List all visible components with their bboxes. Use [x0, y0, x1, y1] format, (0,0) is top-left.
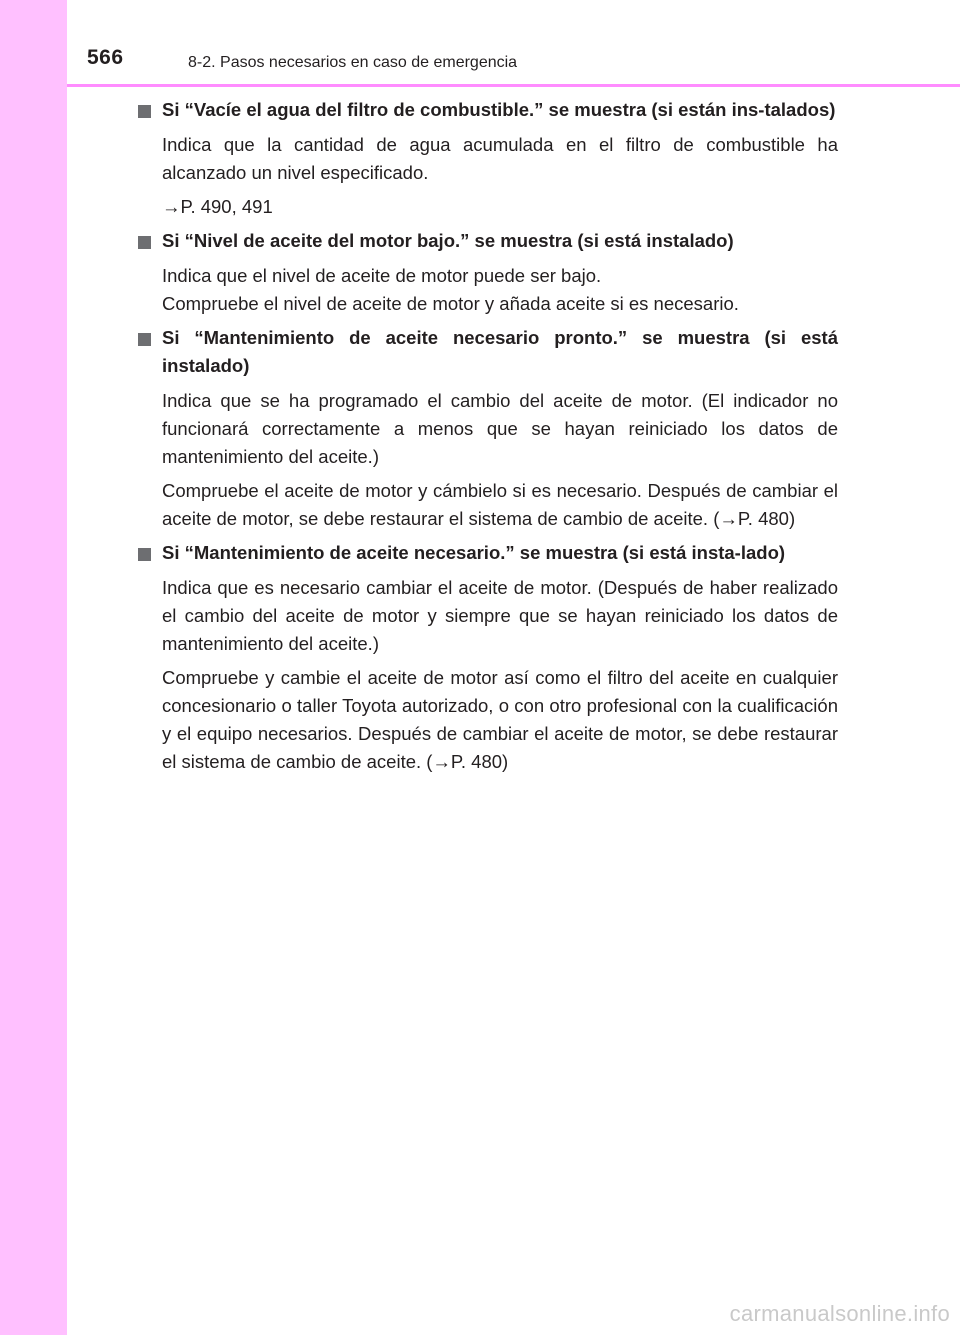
item-paragraph: Compruebe el aceite de motor y cámbielo si es necesario. Después de cambiar el aceite de motor, se debe restaurar el sistema de cambio de aceite. (→P. 480)	[162, 480, 838, 529]
square-bullet-icon	[138, 548, 151, 561]
item-heading: Si “Vacíe el agua del filtro de combustible.” se muestra (si están ins-talados)	[162, 99, 836, 120]
message-item	[135, 96, 838, 221]
square-bullet-icon	[138, 333, 151, 346]
item-paragraph: Indica que la cantidad de agua acumulada en el filtro de combustible ha alcanzado un nivel especificado.	[162, 134, 838, 183]
item-paragraph: Indica que se ha programado el cambio del aceite de motor. (El indicador no funcionará correctamente a menos que se hayan reiniciado los datos de mantenimiento del aceite.)	[162, 390, 838, 467]
message-item	[135, 539, 838, 776]
page-reference: →P. 490, 491	[162, 196, 273, 217]
page-number: 566	[87, 46, 124, 69]
message-item	[135, 227, 838, 318]
item-paragraph: Indica que el nivel de aceite de motor puede ser bajo. Compruebe el nivel de aceite de motor y añada aceite si es necesario.	[162, 265, 739, 314]
page-header	[0, 0, 960, 88]
item-paragraph: Indica que es necesario cambiar el aceite de motor. (Después de haber realizado el cambio del aceite de motor y siempre que se hayan reiniciado los datos de mantenimiento del aceite.)	[162, 577, 838, 654]
page-content	[135, 96, 838, 782]
item-heading: Si “Mantenimiento de aceite necesario pronto.” se muestra (si está instalado)	[162, 327, 838, 376]
section-title: 8-2. Pasos necesarios en caso de emergencia	[188, 54, 518, 71]
square-bullet-icon	[138, 105, 151, 118]
item-paragraph: Compruebe y cambie el aceite de motor así como el filtro del aceite en cualquier concesionario o taller Toyota autorizado, o con otro profesional con la cualificación y el equipo necesarios. Después de cambiar el aceite de motor, se debe restaurar el sistema de cambio de aceite. (→P. 480)	[162, 667, 838, 772]
item-heading: Si “Mantenimiento de aceite necesario.” se muestra (si está insta-lado)	[162, 542, 786, 563]
message-item	[135, 324, 838, 533]
watermark: carmanualsonline.info	[729, 1301, 950, 1326]
header-rule	[67, 84, 960, 87]
item-heading: Si “Nivel de aceite del motor bajo.” se muestra (si está instalado)	[162, 230, 734, 251]
square-bullet-icon	[138, 236, 151, 249]
page-side-band	[0, 0, 67, 1335]
